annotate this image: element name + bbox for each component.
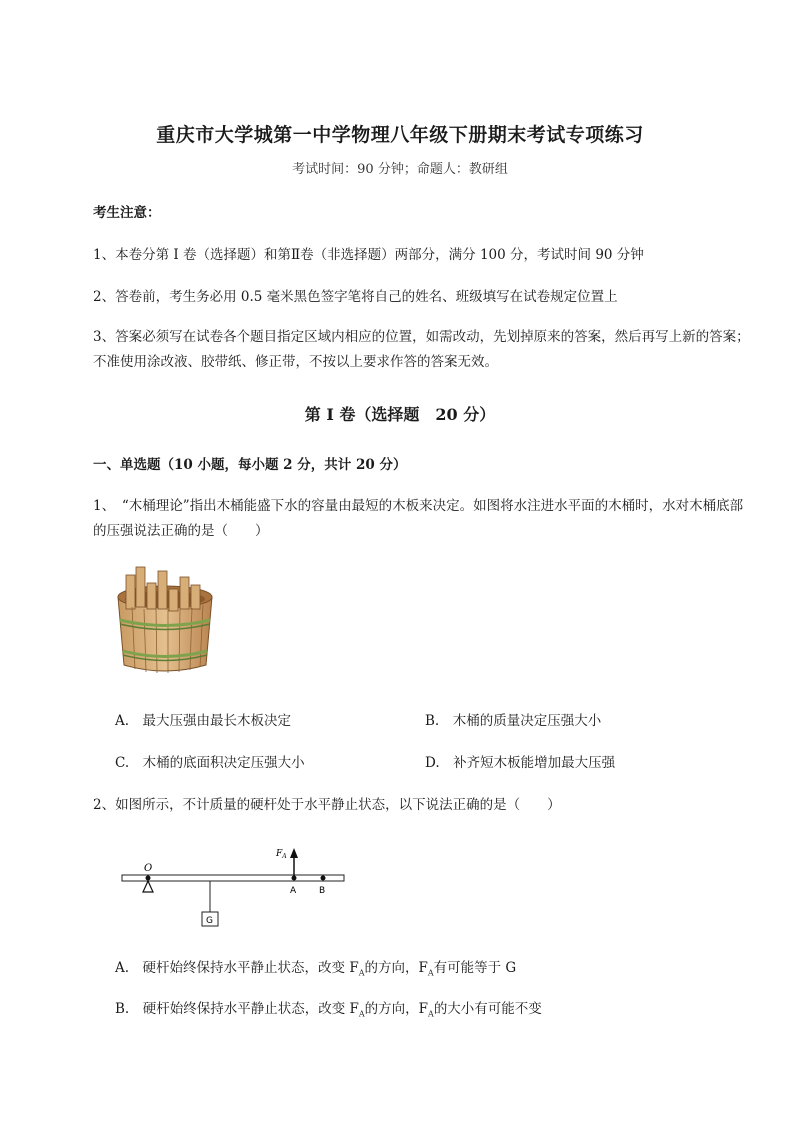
notice-item-1: 1、本卷分第 I 卷（选择题）和第Ⅱ卷（非选择题）两部分，满分 100 分，考试时间 90 分钟 bbox=[93, 247, 644, 263]
section-title: 第 I 卷（选择题 20 分） bbox=[304, 405, 496, 424]
notice-item-3: 3、答案必须写在试卷各个题目指定区域内相应的位置，如需改动，先划掉原来的答案，然后再写上新的答案；不准使用涂改液、胶带纸、修正带，不按以上要求作答的答案无效。 bbox=[93, 329, 750, 370]
page-title: 重庆市大学城第一中学物理八年级下册期末考试专项练习 bbox=[156, 124, 644, 146]
q1-option-b: B. 木桶的质量决定压强大小 bbox=[425, 713, 602, 729]
part-heading: 一、单选题（10 小题，每小题 2 分，共计 20 分） bbox=[93, 457, 407, 473]
label-g: G bbox=[206, 916, 213, 926]
notice-heading: 考生注意： bbox=[93, 205, 161, 221]
notice-item-2: 2、答卷前，考生务必用 0.5 毫米黑色签字笔将自己的姓名、班级填写在试卷规定位置上 bbox=[93, 289, 618, 305]
q2-option-a: A. 硬杆始终保持水平静止状态，改变 $F_A$的方向，$F_A$有可能等于 G bbox=[115, 960, 517, 978]
wooden-bucket-figure bbox=[110, 565, 220, 680]
q1-option-a: A. 最大压强由最长木板决定 bbox=[115, 713, 292, 729]
exam-info: 考试时间：90 分钟；命题人：教研组 bbox=[292, 162, 508, 177]
question-2-stem: 2、如图所示，不计质量的硬杆处于水平静止状态，以下说法正确的是（ ） bbox=[93, 797, 561, 813]
lever-figure bbox=[118, 840, 348, 930]
label-f: $F_A$ bbox=[276, 849, 287, 860]
label-a: A bbox=[290, 886, 297, 896]
question-1-stem: 1、 “木桶理论”指出木桶能盛下水的容量由最短的木板来决定。如图将水注进水平面的木桶时，水对木桶底部的压强说法正确的是（ ） bbox=[93, 498, 744, 539]
label-o: O bbox=[144, 863, 153, 874]
label-b: B bbox=[319, 886, 326, 896]
q2-option-b: B. 硬杆始终保持水平静止状态，改变 $F_A$的方向，$F_A$的大小有可能不变 bbox=[115, 1001, 542, 1019]
q1-option-c: C. 木桶的底面积决定压强大小 bbox=[115, 755, 305, 771]
q1-option-d: D. 补齐短木板能增加最大压强 bbox=[425, 755, 616, 771]
